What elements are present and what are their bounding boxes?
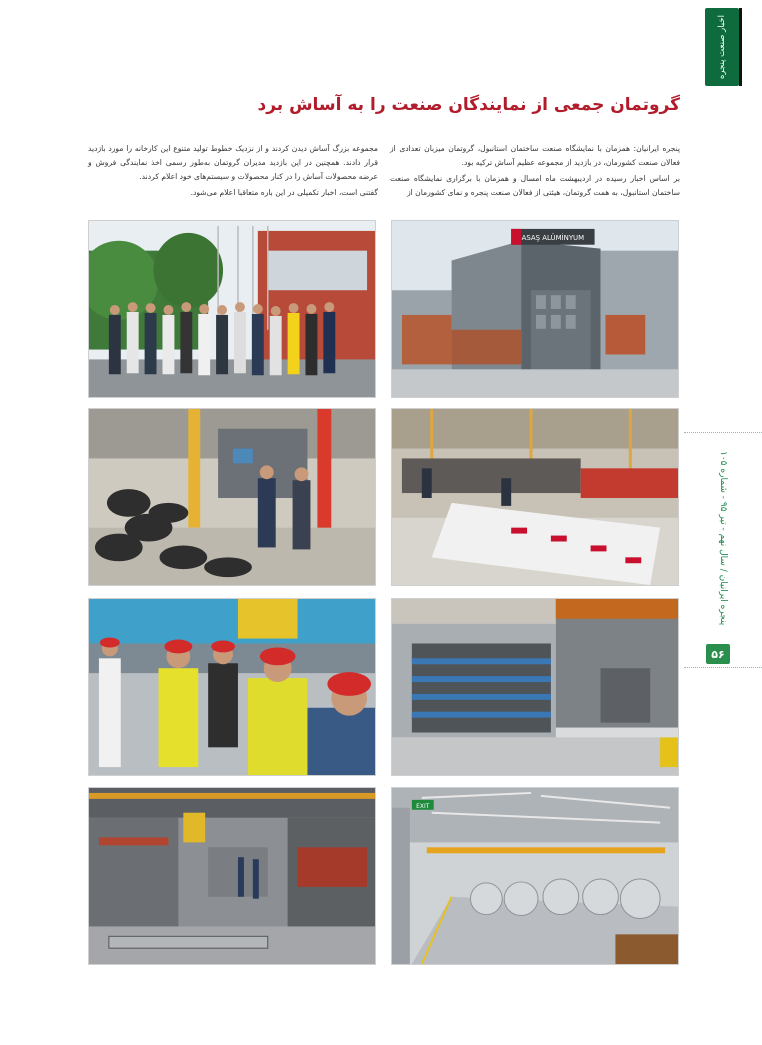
article-column-right — [390, 142, 680, 202]
issue-info-text: پنجره ایرانیان / سال نهم - تیر ۹۵ - شماره ۱۰۵ — [718, 450, 728, 626]
article-title: گروتمان جمعی از نمایندگان صنعت را به آساش برد — [257, 95, 680, 115]
paragraph: گفتنی است، اخبار تکمیلی در این باره متعاقبا اعلام می‌شود. — [190, 188, 378, 197]
photo-assembly-hall — [88, 787, 376, 965]
issue-info — [712, 432, 734, 644]
factory-sign-text: ASAŞ ALÜMİNYUM — [521, 233, 585, 242]
section-tab-label: اخبار صنعت پنجره — [717, 14, 727, 80]
photo-group — [88, 220, 376, 398]
section-tab — [705, 8, 739, 86]
page-number: ۵۶ — [706, 644, 730, 664]
paragraph: مجموعه بزرگ آساش دیدن کردند و از نزدیک خطوط تولید متنوع این کارخانه را مورد بازدید قرار دادند. همچنین در این بازدید مدیران گروتمان به‌طور رسمی اخذ نمایندگی فروش و عرضه محصولات آساش را در کنار محصولات و سیستم‌های خود اعلام کردند. — [88, 144, 378, 181]
photo-storage-racks — [391, 598, 679, 776]
photo-coil-warehouse — [391, 787, 679, 965]
photo-production-line — [391, 408, 679, 586]
section-tab-edge — [739, 8, 742, 86]
photo-visitors-tour — [88, 598, 376, 776]
photo-factory-facade — [391, 220, 679, 398]
photo-workshop — [88, 408, 376, 586]
paragraph: بر اساس اخبار رسیده در اردیبهشت ماه امسال و همزمان با برگزاری نمایشگاه صنعت ساختمان استانبول، به همت گروتمان، هیئتی از فعالان صنعت پنجره و نمای کشورمان از — [390, 174, 680, 197]
article-column-left — [88, 142, 378, 202]
paragraph: پنجره ایرانیان: همزمان با نمایشگاه صنعت ساختمان استانبول، گروتمان میزبان تعدادی از فعالان صنعت کشورمان، در بازدید از مجموعه عظیم آساش ترکیه بود. — [390, 144, 680, 167]
exit-sign-text: EXIT — [416, 802, 430, 810]
side-divider — [684, 667, 762, 668]
